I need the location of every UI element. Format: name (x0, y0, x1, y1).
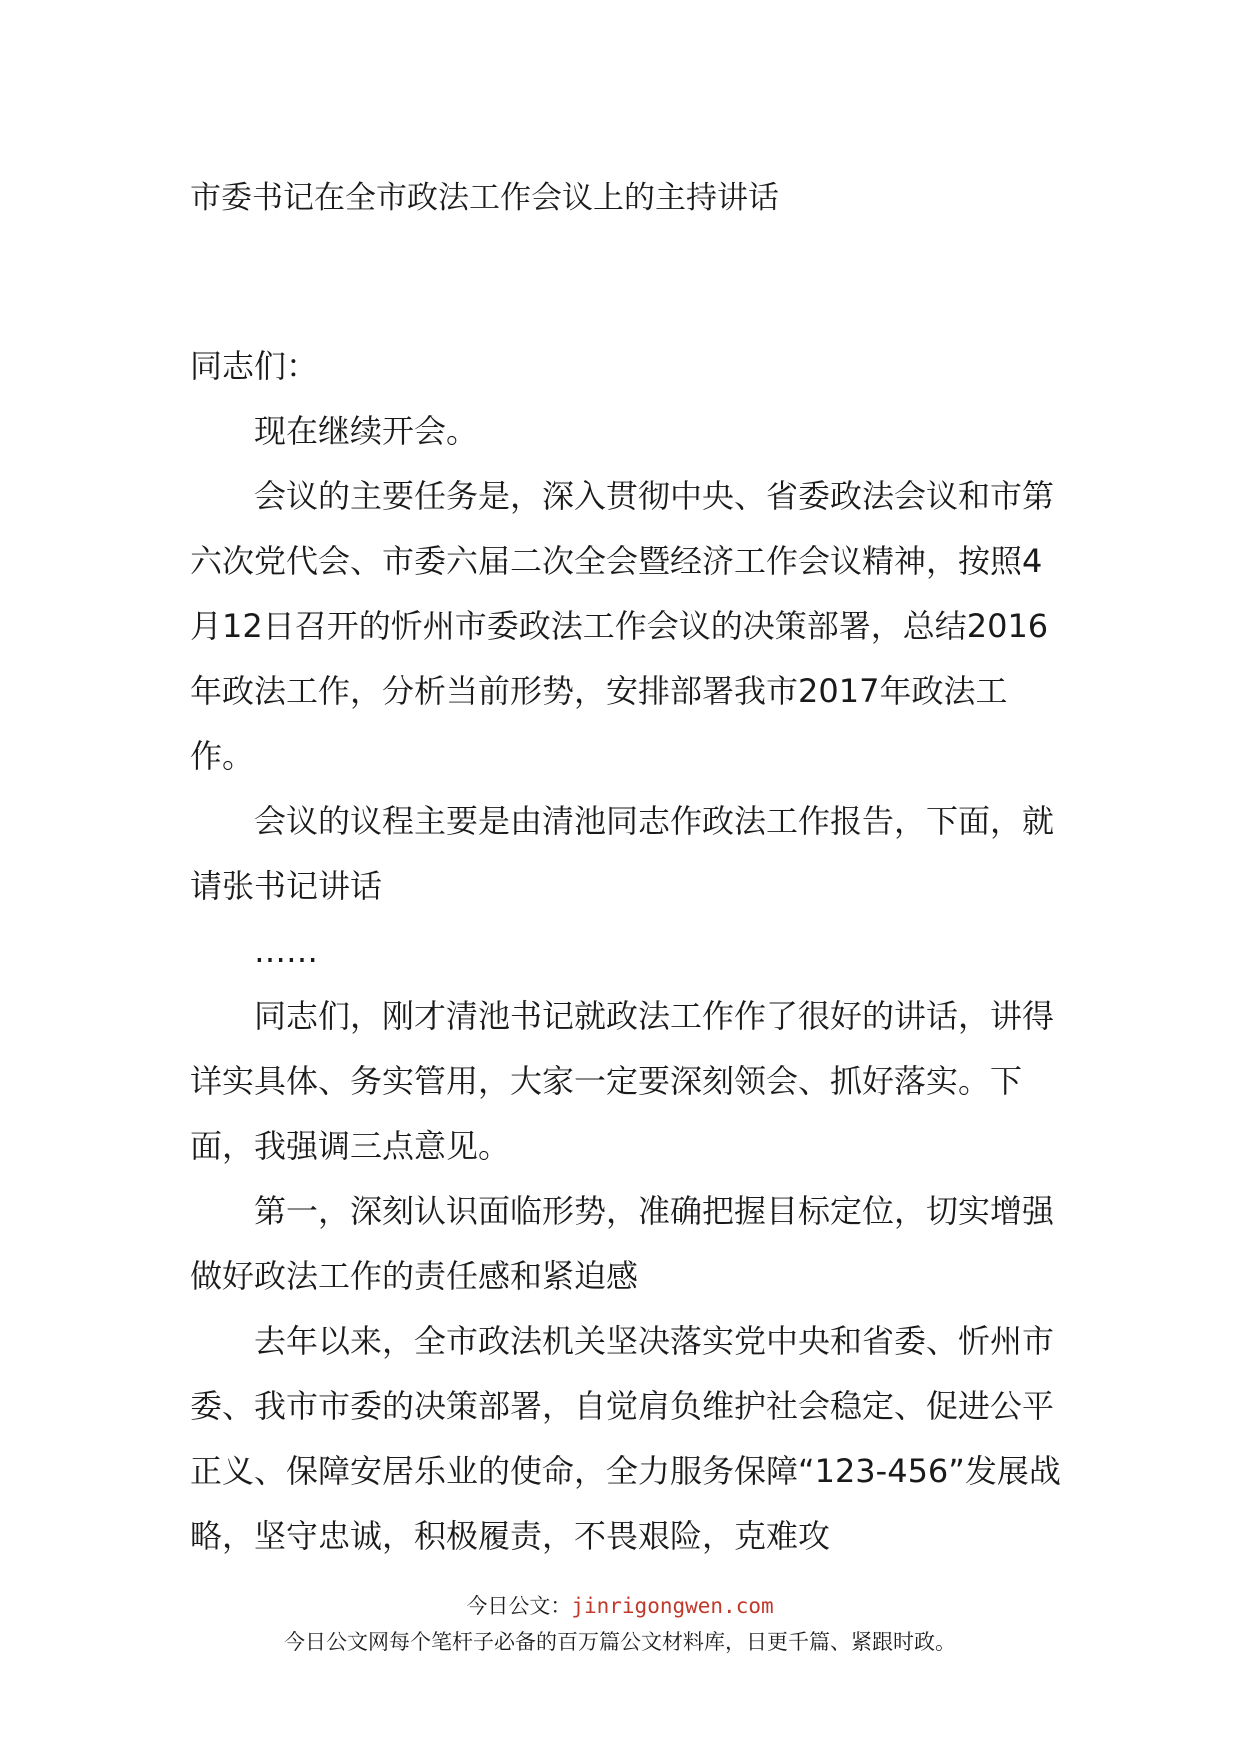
paragraph-continue: 现在继续开会。 (254, 412, 479, 450)
paragraph-point-one-heading: 第一，深刻认识面临形势，准确把握目标定位，切实增强做好政法工作的责任感和紧迫感 (190, 1192, 1055, 1295)
document-title: 市委书记在全市政法工作会议上的主持讲话 (190, 180, 779, 216)
paragraph-remarks: 同志们，刚才清池书记就政法工作作了很好的讲话，讲得详实具体、务实管用，大家一定要深刻领会、抓好落实。下面，我强调三点意见。 (190, 997, 1055, 1165)
footer-url-link[interactable]: jinrigongwen.com (571, 1594, 774, 1618)
document-body (190, 334, 1070, 1569)
footer-label: 今日公文： (466, 1594, 572, 1618)
footer-slogan: 今日公文网每个笔杆子必备的百万篇公文材料库，日更千篇、紧跟时政。 (284, 1630, 956, 1654)
paragraph-ellipsis: …… (254, 932, 318, 970)
paragraph-review: 去年以来，全市政法机关坚决落实党中央和省委、忻州市委、我市市委的决策部署，自觉肩负维护社会稳定、促进公平正义、保障安居乐业的使命，全力服务保障“123-456”发展战略，坚守忠诚，积极履责，不畏艰险，克难攻 (190, 1322, 1061, 1555)
salutation: 同志们： (190, 347, 319, 385)
paragraph-agenda: 会议的议程主要是由清池同志作政法工作报告，下面，就请张书记讲话 (190, 802, 1055, 905)
paragraph-tasks: 会议的主要任务是，深入贯彻中央、省委政法会议和市第六次党代会、市委六届二次全会暨经济工作会议精神，按照4月12日召开的忻州市委政法工作会议的决策部署，总结2016年政法工作，分析当前形势，安排部署我市2017年政法工作。 (190, 477, 1055, 775)
footer-source (0, 1592, 1240, 1620)
